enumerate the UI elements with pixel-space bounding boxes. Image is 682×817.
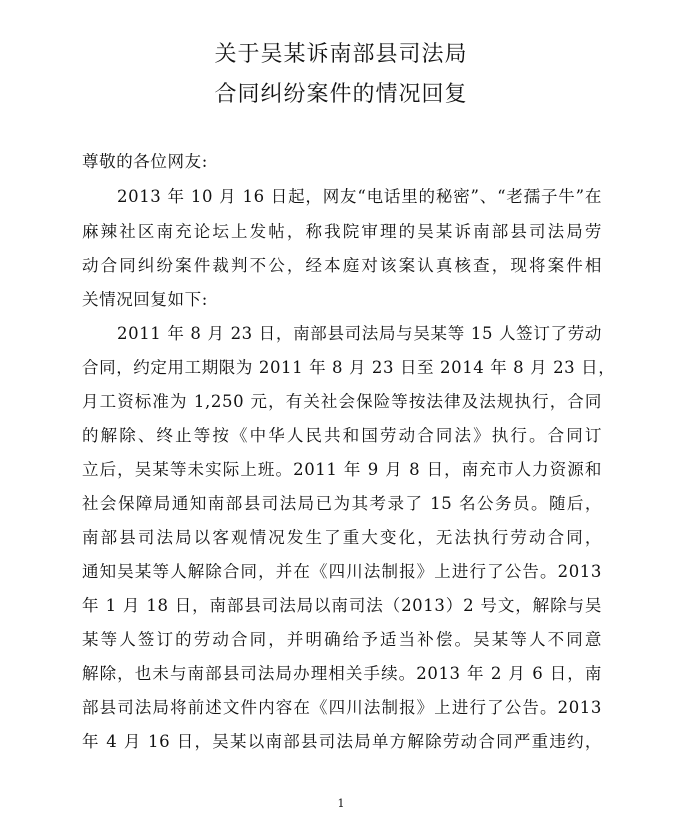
paragraph-line: 动合同纠纷案件裁判不公，经本庭对该案认真核查，现将案件相	[82, 256, 602, 275]
paragraph-line: 年 1 月 18 日，南部县司法局以南司法（2013）2 号文，解除与吴	[82, 596, 602, 615]
paragraph-line: 社会保障局通知南部县司法局已为其考录了 15 名公务员。随后，	[82, 494, 602, 513]
paragraph-line: 月工资标准为 1,250 元，有关社会保险等按法律及法规执行，合同	[82, 392, 602, 411]
paragraph-line: 的解除、终止等按《中华人民共和国劳动合同法》执行。合同订	[82, 426, 602, 445]
paragraph-line: 解除，也未与南部县司法局办理相关手续。2013 年 2 月 6 日，南	[82, 664, 602, 683]
paragraph-line: 立后，吴某等未实际上班。2011 年 9 月 8 日，南充市人力资源和	[82, 460, 602, 479]
paragraph-line: 2011 年 8 月 23 日，南部县司法局与吴某等 15 人签订了劳动	[117, 324, 602, 343]
paragraph-line: 年 4 月 16 日，吴某以南部县司法局单方解除劳动合同严重违约，	[82, 732, 602, 751]
paragraph-line: 通知吴某等人解除合同，并在《四川法制报》上进行了公告。2013	[82, 562, 602, 581]
document-title-line-2: 合同纠纷案件的情况回复	[214, 82, 468, 107]
paragraph-line: 关情况回复如下:	[82, 290, 208, 309]
paragraph-line: 部县司法局将前述文件内容在《四川法制报》上进行了公告。2013	[82, 698, 602, 717]
paragraph-line: 麻辣社区南充论坛上发帖，称我院审理的吴某诉南部县司法局劳	[82, 222, 602, 241]
paragraph-line: 某等人签订的劳动合同，并明确给予适当补偿。吴某等人不同意	[82, 630, 602, 649]
document-title-line-1: 关于吴某诉南部县司法局	[214, 42, 468, 67]
paragraph-line: 2013 年 10 月 16 日起，网友“电话里的秘密”、“老孺子牛”在	[117, 187, 602, 206]
salutation: 尊敬的各位网友:	[82, 152, 208, 171]
page-number: 1	[337, 797, 345, 810]
paragraph-line: 南部县司法局以客观情况发生了重大变化，无法执行劳动合同，	[82, 528, 602, 547]
paragraph-line: 合同，约定用工期限为 2011 年 8 月 23 日至 2014 年 8 月 23 日，	[82, 358, 616, 377]
